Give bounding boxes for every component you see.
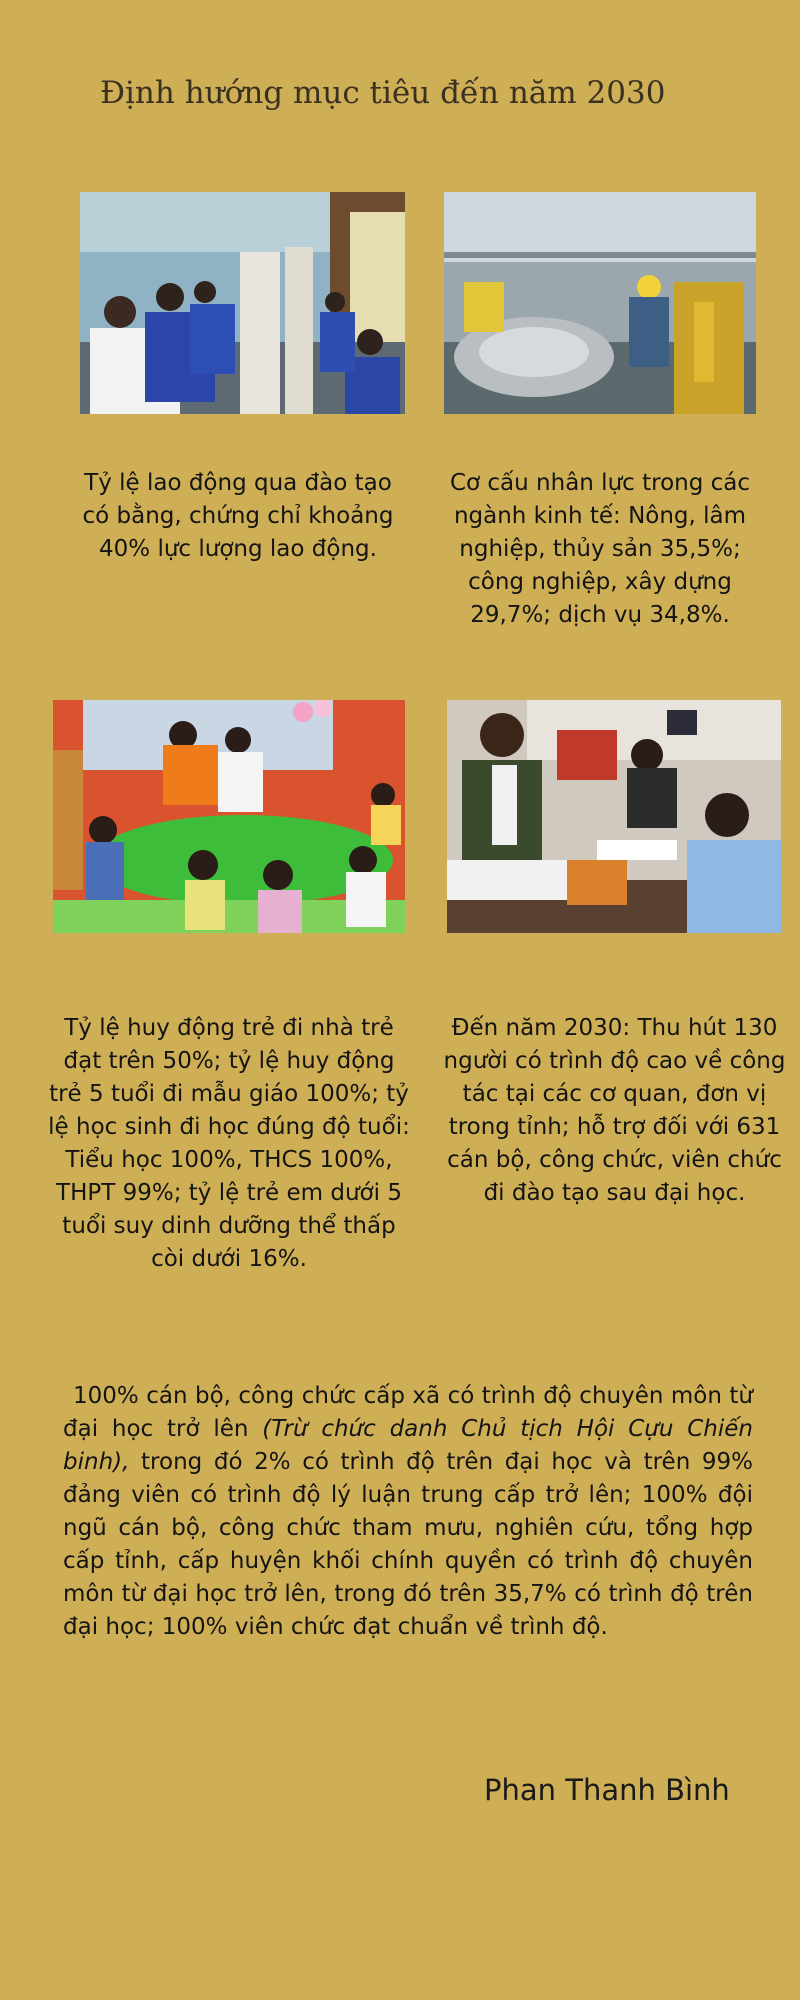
- paragraph-part-2: trong đó 2% có trình độ trên đại học và trên 99% đảng viên có trình độ lý luận trung cấp trở lên; 100% đội ngũ cán bộ, công chức tham mưu, nghiên cứu, tổng hợp cấp tỉnh, cấp huyện khối chính quyền có trình độ chuyên môn từ đại học trở lên, trong đó trên 35,7% có trình độ trên đại học; 100% viên chức đạt chuẩn về trình độ.: [63, 1449, 753, 1640]
- cadre-qualification-paragraph: [63, 1380, 753, 1644]
- caption-trained-labor: Tỷ lệ lao động qua đào tạo có bằng, chứng chỉ khoảng 40% lực lượng lao động.: [82, 470, 394, 562]
- author-signature: Phan Thanh Bình: [484, 1773, 730, 1807]
- industrial-workers-photo: [444, 192, 756, 414]
- paragraph-italic-note: (Trừ chức danh Chủ tịch Hội Cựu Chiến binh),: [63, 1416, 753, 1475]
- public-service-office-photo: [447, 700, 781, 933]
- caption-education-rates: Tỷ lệ huy động trẻ đi nhà trẻ đạt trên 50%; tỷ lệ huy động trẻ 5 tuổi đi mẫu giáo 100%; tỷ lệ học sinh đi học đúng độ tuổi: Tiểu học 100%, THCS 100%, THPT 99%; tỷ lệ trẻ em dưới 5 tuổi suy dinh dưỡng thể thấp còi dưới 16%.: [48, 1015, 410, 1272]
- caption-workforce-structure: Cơ cấu nhân lực trong các ngành kinh tế: Nông, lâm nghiệp, thủy sản 35,5%; công nghiệp, xây dựng 29,7%; dịch vụ 34,8%.: [449, 470, 751, 628]
- caption-talent-attraction: Đến năm 2030: Thu hút 130 người có trình độ cao về công tác tại các cơ quan, đơn vị trong tỉnh; hỗ trợ đối với 631 cán bộ, công chức, viên chức đi đào tạo sau đại học.: [443, 1015, 786, 1206]
- vocational-training-photo: [80, 192, 405, 414]
- kindergarten-photo: [53, 700, 405, 933]
- page-title: Định hướng mục tiêu đến năm 2030: [100, 75, 666, 111]
- paragraph-part-1: 100% cán bộ, công chức cấp xã có trình độ chuyên môn từ đại học trở lên: [63, 1383, 753, 1442]
